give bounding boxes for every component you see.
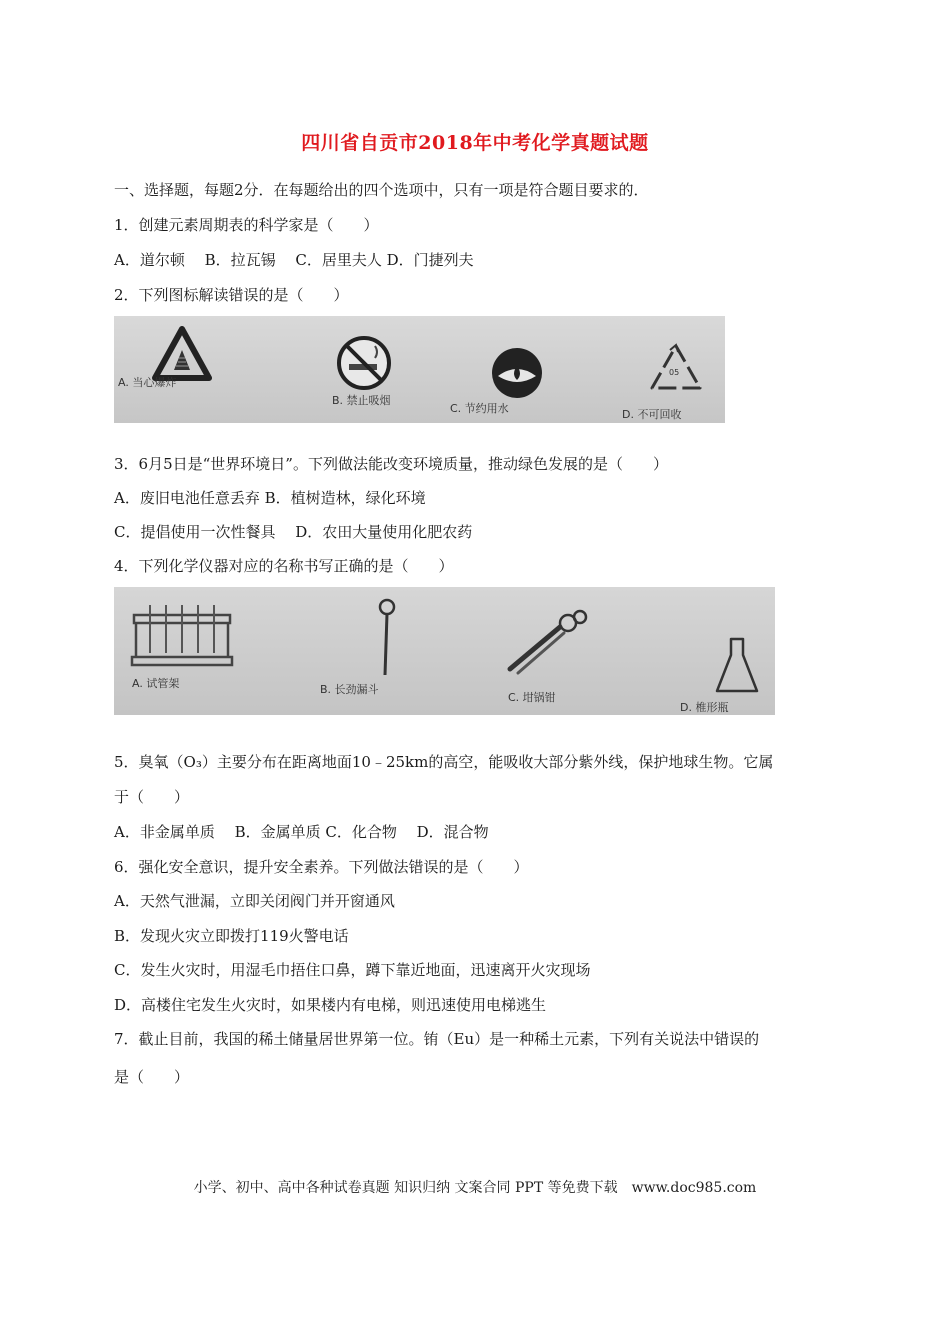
q2-caption-a: A. 当心爆炸 bbox=[118, 376, 177, 389]
q2-caption-d: D. 不可回收 bbox=[622, 408, 682, 421]
conical-flask-icon bbox=[714, 635, 760, 695]
no-smoking-icon bbox=[335, 334, 393, 392]
q4-caption-a: A. 试管架 bbox=[132, 677, 180, 690]
q6-stem: 6．强化安全意识，提升安全素养。下列做法错误的是（ ） bbox=[114, 858, 529, 876]
q2-stem: 2．下列图标解读错误的是（ ） bbox=[114, 286, 349, 304]
q4-apparatus-figure bbox=[114, 587, 775, 715]
page-title: 四川省自贡市2018年中考化学真题试题 bbox=[301, 132, 649, 154]
section-instructions: 一、选择题，每题2分．在每题给出的四个选项中，只有一项是符合题目要求的． bbox=[114, 181, 649, 199]
q3-options-1: A．废旧电池任意丢弃 B．植树造林，绿化环境 bbox=[114, 489, 426, 507]
q5-stem-1: 5．臭氧（O₃）主要分布在距离地面10﹣25km的高空，能吸收大部分紫外线，保护地球生物。它属 bbox=[114, 753, 774, 771]
q3-stem: 3．6月5日是“世界环境日”。下列做法能改变环境质量，推动绿色发展的是（ ） bbox=[114, 455, 668, 473]
q2-caption-c: C. 节约用水 bbox=[450, 402, 509, 415]
q3-options-2: C．提倡使用一次性餐具 D．农田大量使用化肥农药 bbox=[114, 523, 473, 541]
q6-option-a: A．天然气泄漏，立即关闭阀门并开窗通风 bbox=[114, 892, 395, 910]
page-footer: 小学、初中、高中各种试卷真题 知识归纳 文案合同 PPT 等免费下载 www.doc985.com bbox=[193, 1180, 757, 1196]
q6-option-b: B．发现火灾立即拨打119火警电话 bbox=[114, 927, 349, 945]
q1-options: A．道尔顿 B．拉瓦锡 C．居里夫人 D．门捷列夫 bbox=[114, 251, 474, 269]
q7-stem-2: 是（ ） bbox=[114, 1068, 190, 1086]
q6-option-d: D．高楼住宅发生火灾时，如果楼内有电梯，则迅速使用电梯逃生 bbox=[114, 996, 547, 1014]
funnel-icon bbox=[372, 597, 402, 677]
q4-stem: 4．下列化学仪器对应的名称书写正确的是（ ） bbox=[114, 557, 454, 575]
recycle-number: 05 bbox=[669, 368, 680, 377]
q6-option-c: C．发生火灾时，用湿毛巾捂住口鼻，蹲下靠近地面，迅速离开火灾现场 bbox=[114, 961, 591, 979]
q1-stem: 1．创建元素周期表的科学家是（ ） bbox=[114, 216, 379, 234]
q4-caption-d: D. 椎形瓶 bbox=[680, 701, 729, 714]
q5-options: A．非金属单质 B．金属单质 C．化合物 D．混合物 bbox=[114, 823, 489, 841]
q4-caption-b: B. 长劲漏斗 bbox=[320, 683, 379, 696]
q7-stem-1: 7．截止目前，我国的稀土储量居世界第一位。铕（Eu）是一种稀土元素，下列有关说法中错误的 bbox=[114, 1030, 760, 1048]
crucible-tongs-icon bbox=[502, 607, 592, 677]
q5-stem-2: 于（ ） bbox=[114, 788, 190, 806]
test-tube-rack-icon bbox=[128, 595, 236, 669]
q4-caption-c: C. 坩锅钳 bbox=[508, 691, 556, 704]
q2-sign-figure bbox=[114, 316, 725, 423]
q2-caption-b: B. 禁止吸烟 bbox=[332, 394, 391, 407]
water-saving-icon bbox=[490, 346, 544, 400]
